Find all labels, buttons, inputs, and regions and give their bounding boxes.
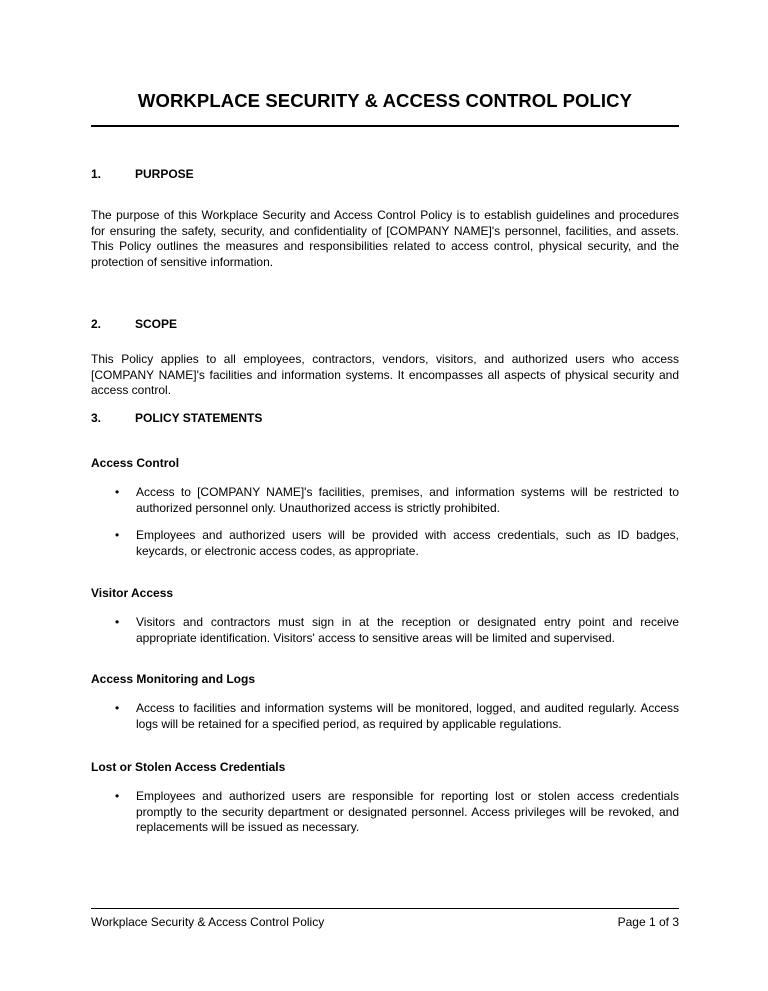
section-number: 3.: [91, 411, 102, 425]
bullet-text: Access to facilities and information systems will be monitored, logged, and audited regularly. Access logs will be retained for a specified period, as required by applicable regulations.: [136, 701, 679, 731]
footer-document-title: Workplace Security & Access Control Policy: [91, 915, 325, 929]
section-title: POLICY STATEMENTS: [135, 411, 263, 425]
subheading-access-control: Access Control: [91, 456, 180, 470]
document-title: WORKPLACE SECURITY & ACCESS CONTROL POLICY: [137, 90, 633, 111]
bullet-glyph: •: [115, 528, 120, 542]
bullet-text: Employees and authorized users will be provided with access credentials, such as ID badges, keycards, or electronic access codes, as appropriate.: [136, 528, 679, 558]
subheading-lost-stolen-credentials: Lost or Stolen Access Credentials: [91, 760, 286, 774]
section-heading-purpose: [91, 167, 194, 182]
subheading-access-monitoring: Access Monitoring and Logs: [91, 672, 256, 686]
section-heading-scope: [91, 317, 177, 332]
bullet-text: Employees and authorized users are responsible for reporting lost or stolen access credentials promptly to the security department or designated personnel. Access privileges will be revoked, and replacements will be issued as necessary.: [136, 789, 679, 834]
section-heading-policy-statements: [91, 411, 262, 426]
section-title: PURPOSE: [135, 167, 194, 181]
bullet-glyph: •: [115, 701, 120, 715]
section-number: 2.: [91, 317, 102, 331]
bullet-glyph: •: [115, 789, 120, 803]
footer-page-number: Page 1 of 3: [617, 915, 679, 929]
bullet-text: Visitors and contractors must sign in at the reception or designated entry point and receive appropriate identification. Visitors' access to sensitive areas will be limited and supervised.: [136, 615, 679, 645]
bullet-glyph: •: [115, 615, 120, 629]
subheading-visitor-access: Visitor Access: [91, 586, 174, 600]
bullet-glyph: •: [115, 485, 120, 499]
section-number: 1.: [91, 167, 102, 181]
bullet-text: Access to [COMPANY NAME]'s facilities, premises, and information systems will be restricted to authorized personnel only. Unauthorized access is strictly prohibited.: [136, 485, 679, 515]
scope-paragraph: This Policy applies to all employees, contractors, vendors, visitors, and authorized users who access [COMPANY NAME]'s facilities and information systems. It encompasses all aspects of physical security and access control.: [91, 352, 679, 397]
section-title: SCOPE: [135, 317, 178, 331]
purpose-paragraph: The purpose of this Workplace Security and Access Control Policy is to establish guidelines and procedures for ensuring the safety, security, and confidentiality of [COMPANY NAME]'s personnel, facilities, and assets. This Policy outlines the measures and responsibilities related to access control, physical security, and the protection of sensitive information.: [91, 208, 679, 269]
footer-divider: [91, 908, 679, 909]
title-divider: [91, 125, 679, 127]
